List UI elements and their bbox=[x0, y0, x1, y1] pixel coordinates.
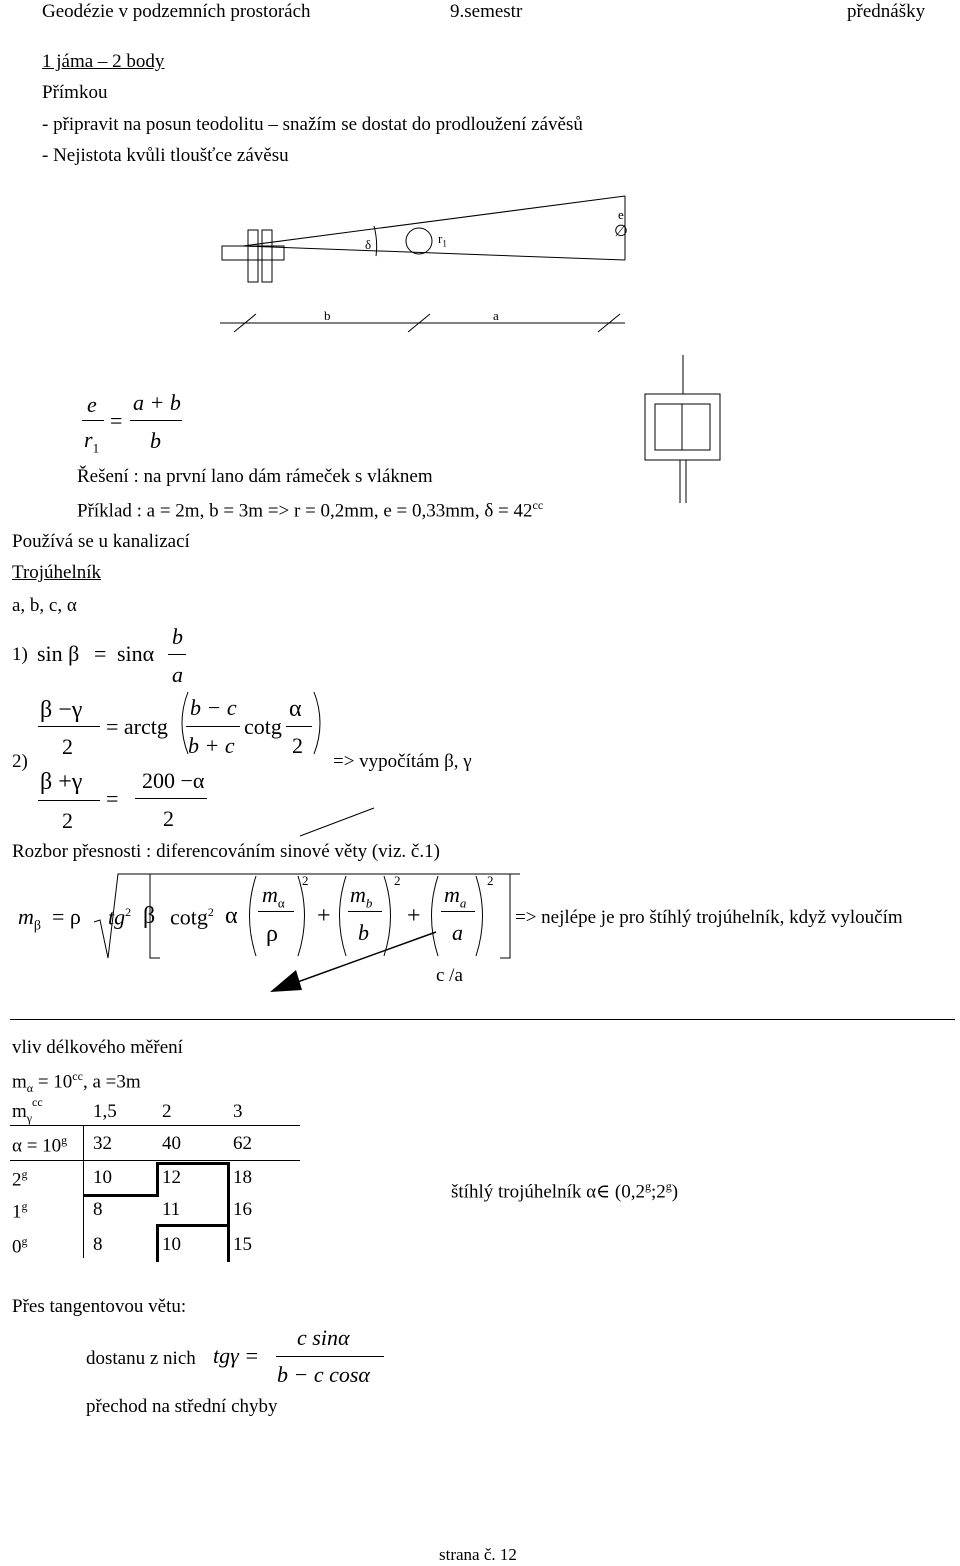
eq1-eq: = bbox=[94, 641, 107, 666]
eq2-r2-rhs-num: 200 −α bbox=[142, 768, 205, 793]
eq2-inner-den: b + c bbox=[188, 733, 235, 758]
eq2-alpha-num: α bbox=[289, 696, 302, 722]
tangent-lead: dostanu z nich bbox=[86, 1348, 196, 1369]
term3-num: $m_a$ bbox=[444, 882, 467, 911]
solution-line: Řešení : na první lano dám rámeček s vláknem bbox=[77, 466, 433, 487]
tangent-transition: přechod na střední chyby bbox=[86, 1396, 278, 1417]
eq1-rhs: sinα bbox=[117, 641, 155, 666]
variables-line: a, b, c, α bbox=[12, 595, 77, 616]
bullet-1: - připravit na posun teodolitu – snažím se dostat do prodloužení závěsů bbox=[42, 114, 583, 135]
m-beta: $m_\beta$ bbox=[18, 904, 42, 934]
term1-num: $m_\alpha$ bbox=[262, 882, 285, 911]
term3-den: a bbox=[452, 920, 463, 945]
stair-v3 bbox=[156, 1224, 159, 1262]
eq2-r2-eq: = bbox=[106, 786, 119, 811]
eq2-r2-rhs-den: 2 bbox=[163, 806, 174, 831]
e-label: e bbox=[618, 207, 624, 222]
table-row-label-0: $\alpha = 10^g$ bbox=[12, 1133, 68, 1157]
length-heading: vliv délkového měření bbox=[12, 1037, 183, 1058]
section-heading-triangle: Trojúhelník bbox=[12, 562, 102, 583]
table-cell-3-2: 15 bbox=[233, 1234, 252, 1255]
table-divider bbox=[83, 1125, 84, 1258]
analysis-conclusion: => nejlépe je pro štíhlý trojúhelník, když vyloučím bbox=[515, 907, 903, 928]
tangent-heading: Přes tangentovou větu: bbox=[12, 1296, 187, 1317]
separator-line bbox=[10, 1019, 955, 1020]
term2-num: $m_b$ bbox=[350, 882, 373, 911]
page-number: strana č. 12 bbox=[439, 1545, 517, 1564]
table-cell-2-2: 16 bbox=[233, 1199, 252, 1220]
term1-sq: 2 bbox=[302, 873, 309, 888]
eq-rho: = ρ bbox=[52, 904, 81, 929]
eq1-num: b bbox=[172, 624, 183, 649]
table-cell-2-0: 8 bbox=[93, 1199, 103, 1220]
plus-2: + bbox=[407, 903, 421, 929]
term1-den: ρ bbox=[266, 921, 278, 947]
stair-v2 bbox=[227, 1162, 230, 1262]
term2-sq: 2 bbox=[394, 873, 401, 888]
table-cell-0-2: 62 bbox=[233, 1133, 252, 1154]
tangent-num: c sinα bbox=[297, 1325, 350, 1350]
table-head-sup: cc bbox=[32, 1095, 43, 1109]
stair-h1 bbox=[156, 1162, 230, 1165]
cotg: cotg$^2$ bbox=[170, 904, 214, 930]
empty-set-icon: ∅ bbox=[614, 223, 628, 240]
eq2-alpha-den: 2 bbox=[292, 733, 303, 758]
table-cell-1-0: 10 bbox=[93, 1167, 112, 1188]
analysis-heading: Rozbor přesnosti : diferencováním sinové věty (viz. č.1) bbox=[12, 841, 440, 862]
eq1-den: a bbox=[172, 662, 183, 687]
table-header-line bbox=[10, 1125, 300, 1126]
table-cell-0-1: 40 bbox=[162, 1133, 181, 1154]
a-distance-label: a bbox=[493, 308, 499, 323]
eq2-r2-den: 2 bbox=[62, 808, 73, 833]
table-cell-2-1: 11 bbox=[162, 1199, 181, 1220]
table-col-2: 3 bbox=[233, 1101, 243, 1122]
example-line: Příklad : a = 2m, b = 3m => r = 0,2mm, e = 0,33mm, $\delta = 42^{cc}$ bbox=[77, 498, 544, 522]
c-over-a: c /a bbox=[436, 965, 463, 986]
usage-line: Používá se u kanalizací bbox=[12, 531, 190, 552]
eq2-r1-num: β −γ bbox=[40, 697, 83, 723]
eq2-cotg: cotg bbox=[244, 714, 282, 739]
formula-r1: $r_1$ bbox=[84, 427, 100, 456]
term3-sq: 2 bbox=[487, 873, 494, 888]
eq2-inner-num: b − c bbox=[190, 695, 237, 720]
stair-h3 bbox=[156, 1224, 230, 1227]
header-center: 9.semestr bbox=[450, 1, 523, 22]
slender-triangle-note: štíhlý trojúhelník α∈ (0,2$^g$;2$^g$) bbox=[451, 1179, 679, 1203]
delta-label: δ bbox=[365, 237, 372, 252]
intro-line: Přímkou bbox=[42, 82, 108, 103]
alpha: α bbox=[225, 903, 238, 929]
table-cell-3-1: 10 bbox=[162, 1234, 181, 1255]
header-left: Geodézie v podzemních prostorách bbox=[42, 1, 311, 22]
stair-v1 bbox=[156, 1162, 159, 1196]
table-cell-3-0: 8 bbox=[93, 1234, 103, 1255]
r1-label: $r_1$ bbox=[438, 231, 447, 249]
tangent-lhs: tgγ = bbox=[213, 1343, 260, 1368]
table-col-0: 1,5 bbox=[93, 1101, 117, 1122]
tg: $tg^2$ bbox=[108, 904, 132, 930]
eq2-r2-num: β +γ bbox=[40, 769, 83, 795]
formula-eq: = bbox=[110, 408, 123, 433]
plus-1: + bbox=[317, 903, 331, 929]
section-heading-pit: 1 jáma – 2 body bbox=[42, 51, 165, 72]
bullet-2: - Nejistota kvůli tloušťce závěsu bbox=[42, 145, 289, 166]
eq2-r1-eq: = arctg bbox=[106, 714, 168, 739]
formula-den: b bbox=[150, 428, 161, 453]
b-distance-label: b bbox=[324, 308, 331, 323]
table-row-label-1: 2$^g$ bbox=[12, 1167, 28, 1191]
beta: β bbox=[143, 903, 156, 929]
table-col-1: 2 bbox=[162, 1101, 172, 1122]
formula-e: e bbox=[87, 392, 97, 417]
table-cell-1-2: 18 bbox=[233, 1167, 252, 1188]
stair-h2 bbox=[83, 1194, 159, 1197]
header-right: přednášky bbox=[847, 1, 926, 22]
table-row-label-2: 1$^g$ bbox=[12, 1199, 28, 1223]
eq1-label: 1) bbox=[12, 644, 28, 665]
table-row-label-3: 0$^g$ bbox=[12, 1234, 28, 1258]
table-row-line bbox=[10, 1160, 300, 1161]
table-cell-1-1: 12 bbox=[162, 1167, 181, 1188]
eq2-r1-den: 2 bbox=[62, 734, 73, 759]
eq1-lhs: sin β bbox=[37, 641, 80, 666]
term2-den: b bbox=[358, 920, 369, 945]
tangent-den: b − c cosα bbox=[277, 1362, 370, 1387]
table-head-m: $m_\gamma$ bbox=[12, 1101, 33, 1125]
eq2-result: => vypočítám β, γ bbox=[333, 751, 472, 772]
eq2-label: 2) bbox=[12, 751, 28, 772]
table-cell-0-0: 32 bbox=[93, 1133, 112, 1154]
m-alpha-line: $m_\alpha = 10^{cc}$, a =3m bbox=[12, 1069, 141, 1096]
formula-num: a + b bbox=[133, 390, 181, 415]
